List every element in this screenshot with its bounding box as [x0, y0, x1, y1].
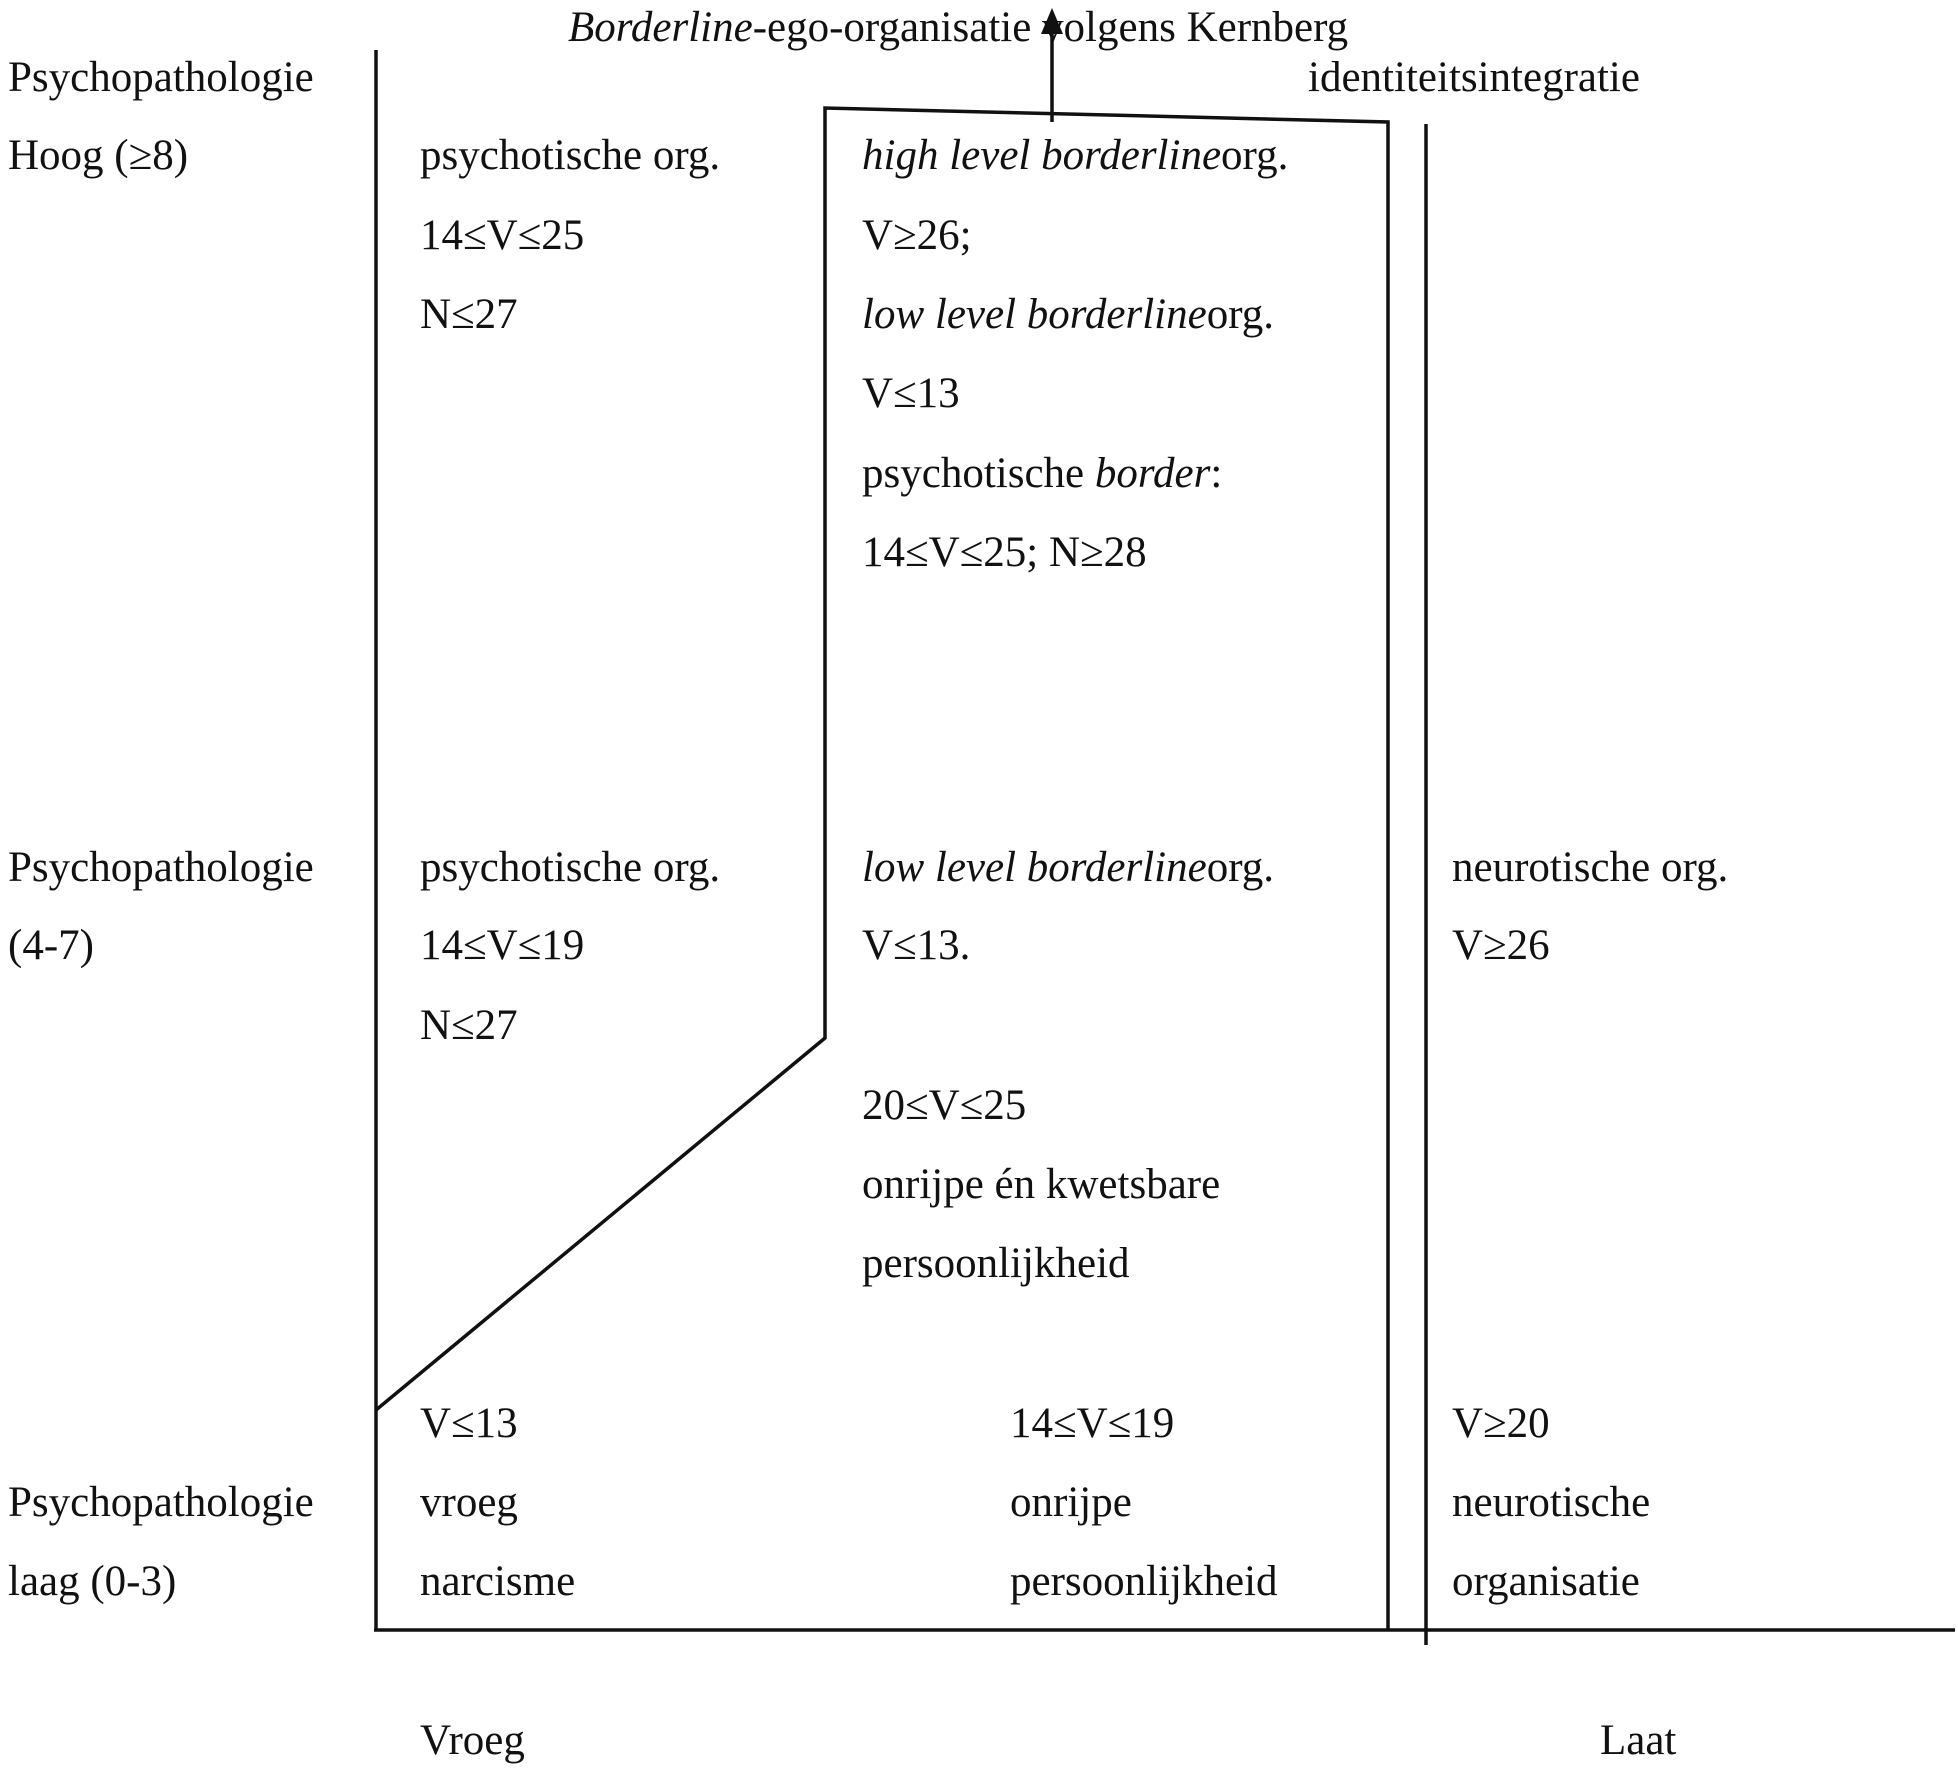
psych-border-italic: border: [1094, 450, 1211, 497]
psych-border-prefix: psychotische: [862, 450, 1095, 497]
high-left-org: psychotische org.: [420, 132, 721, 179]
mid-left-org: psychotische org.: [420, 844, 721, 891]
row-label-high-line1: Psychopathologie: [8, 54, 314, 101]
low-level-suffix: org.: [1206, 291, 1275, 338]
low-right-line3: organisatie: [1452, 1558, 1640, 1605]
axis-label-identity: identiteitsintegratie: [1308, 54, 1640, 101]
mid-low-level-italic: low level borderline: [862, 844, 1207, 891]
mid-left-v-range: 14≤V≤19: [420, 922, 585, 969]
low-center-line2: onrijpe: [1010, 1479, 1132, 1526]
mid-right-org: neurotische org.: [1452, 844, 1729, 891]
row-label-mid-line2: (4-7): [8, 922, 94, 969]
diagram-title: [568, 2, 1348, 54]
mid-low-level-suffix: org.: [1206, 844, 1275, 891]
row-label-low-line2: laag (0-3): [8, 1558, 177, 1605]
low-left-line2: vroeg: [420, 1479, 518, 1526]
psych-border-suffix: :: [1210, 450, 1223, 497]
psychotic-border-label: [862, 448, 1222, 500]
mid-low-level-borderline-label: [862, 842, 1274, 894]
mid-center-range: 20≤V≤25: [862, 1082, 1027, 1129]
low-center-line3: persoonlijkheid: [1010, 1558, 1278, 1605]
title-italic: Borderline: [568, 4, 753, 51]
low-left-value: V≤13: [420, 1400, 518, 1447]
row-label-mid-line1: Psychopathologie: [8, 844, 314, 891]
low-center-value: 14≤V≤19: [1010, 1400, 1175, 1447]
low-right-line2: neurotische: [1452, 1479, 1651, 1526]
low-left-line3: narcisme: [420, 1558, 576, 1605]
row-label-high-line2: Hoog (≥8): [8, 132, 189, 179]
low-level-italic: low level borderline: [862, 291, 1207, 338]
mid-right-value: V≥26: [1452, 922, 1550, 969]
high-level-suffix: org.: [1221, 132, 1289, 179]
high-level-italic: high level borderline: [862, 132, 1222, 179]
mid-center-desc-line2: persoonlijkheid: [862, 1240, 1130, 1287]
title-rest: -ego-organisatie volgens Kernberg: [752, 4, 1349, 51]
high-level-borderline-label: [862, 130, 1288, 182]
high-level-borderline-value: V≥26;: [862, 212, 972, 259]
high-left-v-range: 14≤V≤25: [420, 212, 585, 259]
psychotic-border-value: 14≤V≤25; N≥28: [862, 529, 1147, 576]
low-level-borderline-value: V≤13: [862, 370, 960, 417]
row-label-low-line1: Psychopathologie: [8, 1479, 314, 1526]
low-level-borderline-label: [862, 289, 1274, 341]
x-axis-label-early: Vroeg: [420, 1717, 525, 1764]
mid-low-level-value: V≤13.: [862, 922, 971, 969]
low-right-value: V≥20: [1452, 1400, 1550, 1447]
mid-center-desc-line1: onrijpe én kwetsbare: [862, 1161, 1221, 1208]
x-axis-label-late: Laat: [1600, 1717, 1677, 1764]
mid-left-n-value: N≤27: [420, 1002, 518, 1049]
high-left-n-value: N≤27: [420, 291, 518, 338]
